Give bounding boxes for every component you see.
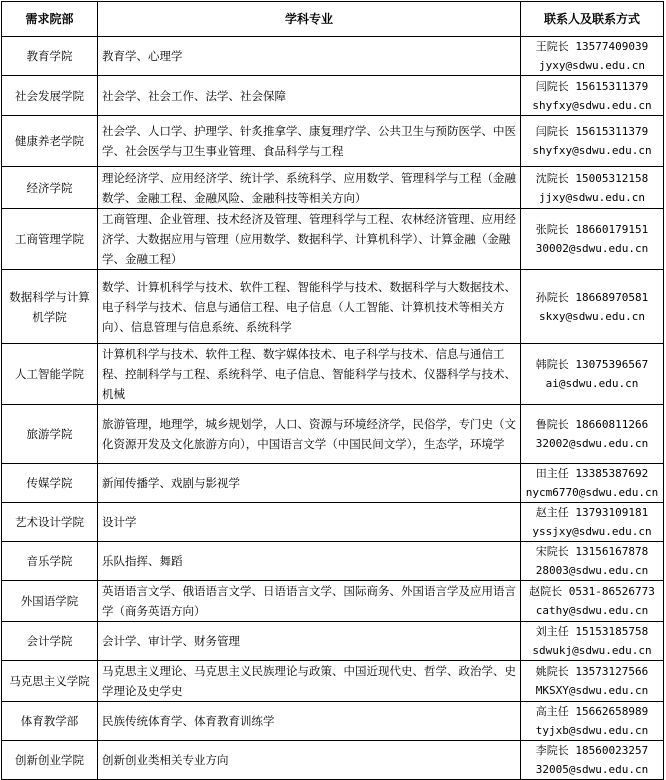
contact-cell [521, 702, 664, 741]
contact-name-phone: 王院长 13577409039 [535, 40, 649, 53]
contact-cell [521, 167, 664, 209]
contact-name-phone: 赵院长 0531-86526773 [529, 585, 655, 598]
contact-name-phone: 宋院长 13156167878 [535, 545, 649, 558]
department-cell: 传媒学院 [2, 464, 98, 503]
major-cell: 社会学、人口学、护理学、针炙推拿学、康复理疗学、公共卫生与预防医学、中医学、社会医学与卫生事业管理、食品科学与工程 [98, 116, 521, 167]
contact-name-phone: 刘主任 15153185758 [535, 625, 649, 638]
contact-name-phone: 高主任 15662658989 [535, 705, 649, 718]
contact-cell [521, 741, 664, 780]
header-row [2, 2, 664, 37]
table-row [2, 209, 664, 270]
table-row [2, 741, 664, 780]
contact-name-phone: 赵主任 13793109181 [535, 506, 649, 519]
major-cell: 会计学、审计学、财务管理 [98, 622, 521, 661]
department-cell: 教育学院 [2, 37, 98, 76]
contact-cell [521, 581, 664, 622]
contact-email[interactable]: skxy@sdwu.edu.cn [539, 309, 645, 323]
contact-cell [521, 542, 664, 581]
contact-cell [521, 464, 664, 503]
contact-name-phone: 闫院长 15615311379 [535, 79, 649, 93]
department-cell: 会计学院 [2, 622, 98, 661]
contact-cell [521, 76, 664, 116]
contact-cell [521, 661, 664, 702]
header-contact: 联系人及联系方式 [521, 2, 664, 37]
department-cell: 人工智能学院 [2, 344, 98, 405]
contact-cell [521, 37, 664, 76]
department-cell: 工商管理学院 [2, 209, 98, 270]
department-cell: 音乐学院 [2, 542, 98, 581]
contact-email[interactable]: shyfxy@sdwu.edu.cn [532, 98, 652, 112]
contact-cell [521, 116, 664, 167]
contact-name-phone: 田主任 13385387692 [535, 467, 649, 480]
contact-name-phone: 闫院长 15615311379 [535, 125, 649, 138]
major-cell: 教育学、心理学 [98, 37, 521, 76]
department-cell: 创新创业学院 [2, 741, 98, 780]
contact-email[interactable]: ai@sdwu.edu.cn [545, 377, 639, 390]
contact-email[interactable]: MKSXY@sdwu.edu.cn [535, 684, 649, 697]
major-cell: 旅游管理，地理学，城乡规划学，人口、资源与环境经济学，民俗学，专门史（文化资源开发及文化旅游方向），中国语言文学（中国民间文学），生态学，环境学 [98, 405, 521, 464]
major-cell: 工商管理、企业管理、技术经济及管理、管理科学与工程、农林经济管理、应用经济学、大数据应用与管理（应用数学、数据科学、计算机科学）、计算金融（金融学、金融工程） [98, 209, 521, 270]
table-row [2, 702, 664, 741]
major-cell: 创新创业类相关专业方向 [98, 741, 521, 780]
contact-email[interactable]: jyxy@sdwu.edu.cn [539, 59, 645, 72]
major-cell: 社会学、社会工作、法学、社会保障 [98, 76, 521, 116]
contact-email[interactable]: 28003@sdwu.edu.cn [535, 564, 649, 577]
table-row [2, 76, 664, 116]
major-cell: 民族传统体育学、体育教育训练学 [98, 702, 521, 741]
table-row [2, 503, 664, 542]
table-row [2, 405, 664, 464]
table-row [2, 344, 664, 405]
table-row [2, 167, 664, 209]
department-cell: 艺术设计学院 [2, 503, 98, 542]
department-cell: 马克思主义学院 [2, 661, 98, 702]
contact-email[interactable]: cathy@sdwu.edu.cn [535, 604, 649, 617]
contact-cell [521, 209, 664, 270]
department-cell: 经济学院 [2, 167, 98, 209]
contact-cell [521, 270, 664, 344]
contact-name-phone: 韩院长 13075396567 [535, 358, 649, 371]
table-row [2, 464, 664, 503]
contact-email[interactable]: shyfxy@sdwu.edu.cn [532, 144, 652, 157]
table-row [2, 661, 664, 702]
contact-name-phone: 姚院长 13573127566 [535, 665, 649, 678]
department-cell: 健康养老学院 [2, 116, 98, 167]
major-cell: 设计学 [98, 503, 521, 542]
contact-cell [521, 405, 664, 464]
contact-name-phone: 鲁院长 18660811266 [535, 418, 649, 431]
contact-name-phone: 张院长 18660179151 [535, 223, 649, 236]
major-cell: 数学、计算机科学与技术、软件工程、智能科学与技术、数据科学与大数据技术、电子科学与技术、信息与通信工程、电子信息（人工智能、计算机技术等相关方向）、信息管理与信息系统、系统科学 [98, 270, 521, 344]
contact-cell [521, 344, 664, 405]
table-row [2, 581, 664, 622]
contact-email[interactable]: sdwukj@sdwu.edu.cn [532, 644, 652, 657]
table-row [2, 116, 664, 167]
table-row [2, 37, 664, 76]
header-major: 学科专业 [98, 2, 521, 37]
department-cell: 旅游学院 [2, 405, 98, 464]
contact-cell [521, 503, 664, 542]
contact-email[interactable]: tyjxb@sdwu.edu.cn [535, 724, 649, 737]
department-cell: 体育教学部 [2, 702, 98, 741]
table-row [2, 622, 664, 661]
major-cell: 乐队指挥、舞蹈 [98, 542, 521, 581]
department-cell: 数据科学与计算机学院 [2, 270, 98, 344]
contact-email[interactable]: 32002@sdwu.edu.cn [535, 437, 649, 450]
major-cell: 马克思主义理论、马克思主义民族理论与政策、中国近现代史、哲学、政治学、史学理论及史学史 [98, 661, 521, 702]
contact-email[interactable]: jjxy@sdwu.edu.cn [539, 190, 645, 204]
major-cell: 新闻传播学、戏剧与影视学 [98, 464, 521, 503]
contact-cell [521, 622, 664, 661]
contact-email[interactable]: 30002@sdwu.edu.cn [535, 242, 649, 255]
recruitment-table [1, 1, 664, 780]
contact-email[interactable]: yssjxy@sdwu.edu.cn [532, 525, 652, 538]
contact-name-phone: 李院长 18560023257 [535, 744, 649, 757]
table-row [2, 542, 664, 581]
contact-email[interactable]: nycm6770@sdwu.edu.cn [525, 486, 659, 499]
contact-name-phone: 孙院长 18668970581 [535, 290, 649, 304]
contact-email[interactable]: 32005@sdwu.edu.cn [535, 763, 649, 776]
contact-name-phone: 沈院长 15005312158 [535, 171, 649, 185]
header-dept: 需求院部 [2, 2, 98, 37]
department-cell: 社会发展学院 [2, 76, 98, 116]
major-cell: 英语语言文学、俄语语言文学、日语语言文学、国际商务、外国语言学及应用语言学（商务英语方向） [98, 581, 521, 622]
department-cell: 外国语学院 [2, 581, 98, 622]
major-cell: 理论经济学、应用经济学、统计学、系统科学、应用数学、管理科学与工程（金融数学、金融工程、金融风险、金融科技等相关方向） [98, 167, 521, 209]
table-body [2, 37, 664, 780]
table-row [2, 270, 664, 344]
major-cell: 计算机科学与技术、软件工程、数字媒体技术、电子科学与技术、信息与通信工程、控制科学与工程、系统科学、电子信息、智能科学与技术、仪器科学与技术、机械 [98, 344, 521, 405]
